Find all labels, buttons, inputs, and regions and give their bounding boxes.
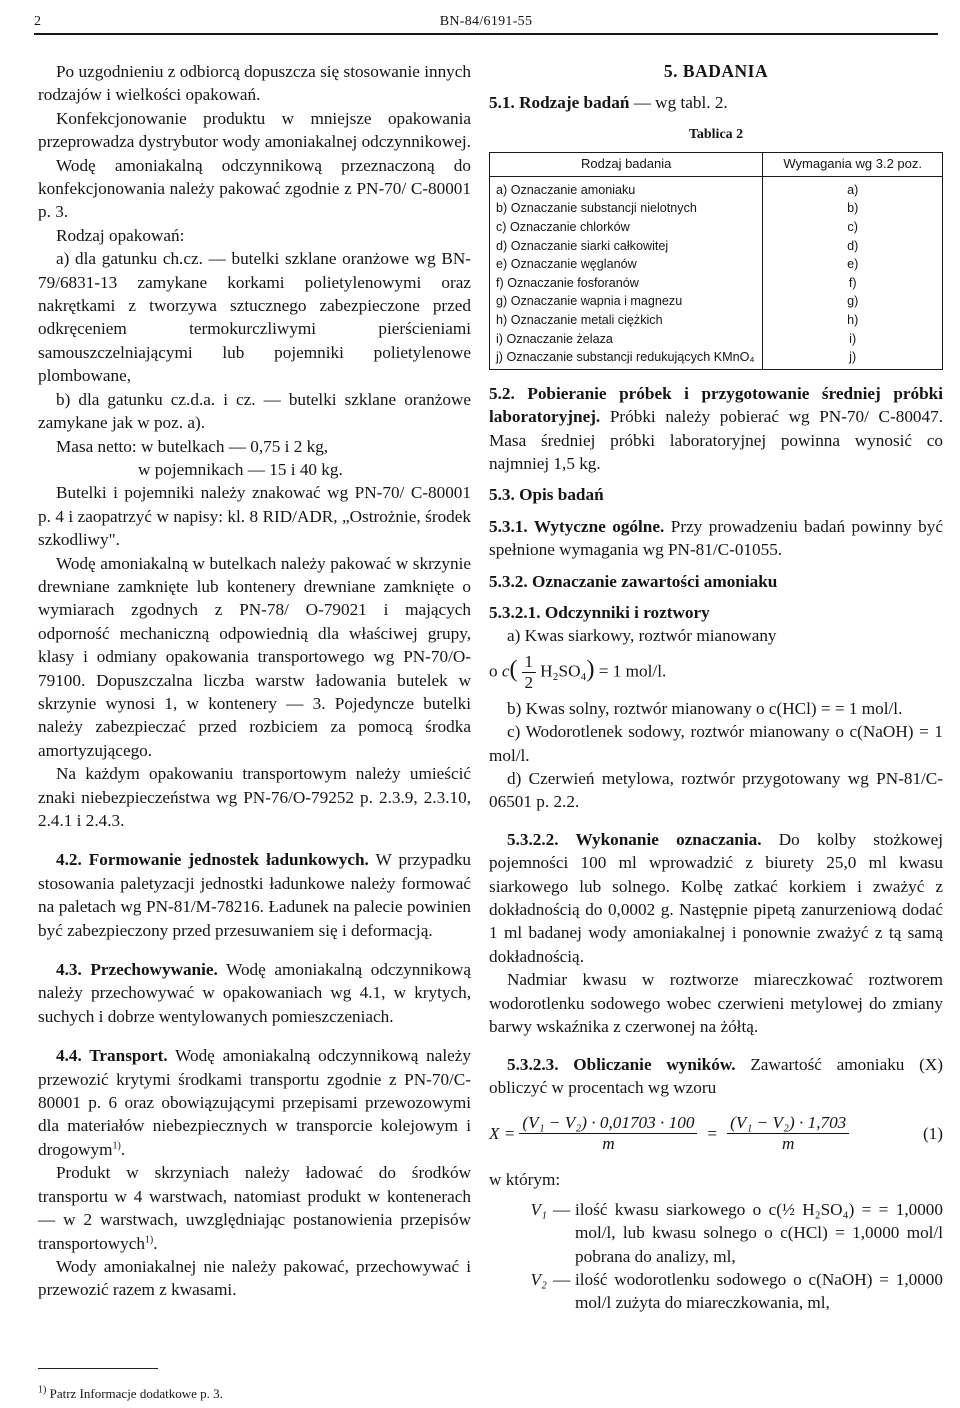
section-5-3-2-3: 5.3.2.3. Obliczanie wyników. Zawartość amoniaku (X) obliczyć w procentach wg wzoru (489, 1054, 943, 1097)
reagent-d: d) Czerwień metylowa, roztwór przygotowany wg PN-81/C-06501 p. 2.2. (489, 769, 943, 812)
left-column (38, 60, 471, 1302)
formula-number: (1) (922, 1124, 943, 1144)
table-header: Wymagania wg 3.2 poz. (763, 153, 943, 177)
paragraph: Po uzgodnieniu z odbiorcą dopuszcza się stosowanie innych rodzajów i wielkości opakowań. (38, 62, 471, 105)
packaging-item-b: b) dla gatunku cz.d.a. i cz. — butelki szklane oranżowe zamykane jak w poz. a). (38, 389, 471, 433)
paragraph: Butelki i pojemniki należy znakować wg PN-70/ C-80001 p. 4 i zaopatrzyć w napisy: kl. 8 RID/ADR, „Ostrożnie, środek szkodliwy". (38, 483, 471, 550)
reagent-a: a) Kwas siarkowy, roztwór mianowany (507, 626, 777, 646)
footnote-rule (38, 1368, 158, 1369)
packaging-item-a: a) dla gatunku ch.cz. — butelki szklane oranżowe wg BN-79/6831-13 zamykane korkami polietylenowymi oraz nakrętkami z tworzywa sztucznego zabezpieczone przed odkręceniem termokurczliwymi pierścieniami samouszczelniającymi lub pojemniki polietylenowe plombowane, (38, 249, 471, 386)
section-heading: 4.2. Formowanie jednostek ładunkowych. (56, 850, 369, 870)
table-row: j) Oznaczanie substancji redukujących KMnO₄ j) (490, 348, 943, 369)
variable-v2: V₂ — ilość wodorotlenku sodowego o c(NaOH) = 1,0000 mol/l zużyta do miareczkowania, ml, (530, 1269, 943, 1313)
paragraph: Wody amoniakalnej nie należy pakować, przechowywać i przewozić razem z kwasami. (38, 1256, 471, 1300)
table-row: d) Oznaczanie siarki całkowitej d) (490, 237, 943, 256)
section-4-2: 4.2. Formowanie jednostek ładunkowych. W przypadku stosowania paletyzacji jednostki ładunkowe należy formować na paletach wg PN-81/M-78216. Ładunek na palecie powinien być zabezpieczony przed przesuwaniem się i deformacją. (38, 850, 472, 940)
section-4-3: 4.3. Przechowywanie. Wodę amoniakalną odczynnikową należy przechowywać w opakowaniach wg 4.1, w krytych, suchych i dobrze wentylowanych pomieszczeniach. (38, 960, 471, 1026)
formula-1: X = $\frac{\text{(V₁ − V₂) · 0,01703 · 100}}{m}$ = $\frac{\text{(V₁ − V₂) · 1,703}}{m}$ (1) (489, 1113, 943, 1154)
table-caption: Tablica 2 (688, 126, 744, 142)
section-4-4: 4.4. Transport. Wodę amoniakalną odczynnikową należy przewozić krytymi środkami transportu zgodnie z PN-70/C-80001 p. 6 oraz obowiązującymi przepisami przewozowymi dla materiałów niebezpiecznych w transporcie kolejowym i drogowym$^{1)}$. (38, 1046, 471, 1159)
paragraph: Na każdym opakowaniu transportowym należy umieścić znaki niebezpieczeństwa wg PN-76/O-79252 p. 2.3.9, 2.3.10, 2.4.1 i 2.4.3. (38, 764, 471, 830)
section-5-3-2: 5.3.2. Oznaczanie zawartości amoniaku (489, 571, 778, 591)
table-row: i) Oznaczanie żelaza i) (490, 330, 943, 349)
section-heading: 4.4. Transport. (56, 1046, 168, 1066)
section-5-3: 5.3. Opis badań (489, 485, 604, 505)
table-row: h) Oznaczanie metali ciężkich h) (490, 311, 943, 330)
table-row: c) Oznaczanie chlorków c) (490, 218, 943, 237)
net-mass-line-2: w pojemnikach — 15 i 40 kg. (138, 459, 343, 479)
section-5-3-2-1: 5.3.2.1. Odczynniki i roztwory (489, 603, 710, 622)
table-row: a) Oznaczanie amoniaku a) (490, 176, 943, 199)
section-heading: 4.3. Przechowywanie. (56, 960, 218, 980)
where-label: w którym: (489, 1170, 561, 1190)
reagent-c: c) Wodorotlenek sodowy, roztwór mianowany o c(NaOH) = 1 mol/l. (489, 722, 943, 765)
formula-lhs: X = (489, 1124, 516, 1144)
header-rule (34, 33, 938, 35)
reagent-a-formula: o c( $\frac{1}{2}$ H₂SO₄) = 1 mol/l. (489, 651, 667, 692)
footnote: $^{1)}$ Patrz Informacje dodatkowe p. 3. (38, 1384, 223, 1401)
section-5-2: 5.2. Pobieranie próbek i przygotowanie średniej próbki laboratoryjnej. Próbki należy pobierać wg PN-70/ C-80047. Masa średniej próbki laboratoryjnej powinna wynosić co najmniej 1,5 kg. (489, 383, 943, 473)
section-5-1: 5.1. Rodzaje badań — wg tabl. 2. (489, 93, 728, 113)
section-title: 5. BADANIA (663, 61, 769, 81)
section-5-3-1: 5.3.1. Wytyczne ogólne. Przy prowadzeniu badań powinny być spełnione wymagania wg PN-81/C-01055. (489, 516, 943, 560)
page-header (34, 10, 938, 34)
footnote-ref: 1) (112, 1140, 121, 1152)
document-code: BN-84/6191-55 (439, 14, 533, 29)
paragraph: Wodę amoniakalną odczynnikową przeznaczoną do konfekcjonowania należy pakować zgodnie z PN-70/ C-80001 p. 3. (38, 155, 471, 222)
variable-v1: V₁ — ilość kwasu siarkowego o c(½ H₂SO₄) = = 1,0000 mol/l, lub kwasu solnego o c(HCl) = 1,0000 mol/l pobrana do analizy, ml, (530, 1199, 943, 1266)
reagent-b: b) Kwas solny, roztwór mianowany o c(HCl) = = 1 mol/l. (507, 698, 903, 718)
table-row: g) Oznaczanie wapnia i magnezu g) (490, 292, 943, 311)
table-row: f) Oznaczanie fosforanów f) (490, 274, 943, 293)
tests-table (489, 152, 943, 370)
paragraph: Produkt w skrzyniach należy ładować do środków transportu w 4 warstwach, natomiast produkt w kontenerach — w 2 warstwach, uwzględniając postanowienia przepisów transportowych$^{1)}$. (38, 1163, 471, 1253)
paragraph: Wodę amoniakalną w butelkach należy pakować w skrzynie drewniane zamknięte lub kontenery drewniane zamknięte o wymiarach zgodnych z PN-78/ O-79021 i mających odporność mechaniczną odpowiednią dla właściwej grupy, klasy i odmiany opakowania transportowego wg PN-70/O-79100. Dopuszczalna liczba warstw ładowania butelek w skrzynie wynosi 1, w kontenery — 3. Pojedyncze butelki należy zabezpieczać przed rozbiciem za pomocą środka amortyzującego. (38, 553, 471, 760)
footnote-ref: 1) (144, 1233, 154, 1245)
right-column (489, 60, 943, 1315)
fraction: $\frac{1}{2}$ (522, 652, 537, 693)
net-mass-line-1: Masa netto: w butelkach — 0,75 i 2 kg, (56, 436, 329, 456)
table-row: b) Oznaczanie substancji nielotnych b) (490, 199, 943, 218)
paragraph: Nadmiar kwasu w roztworze miareczkować roztworem wodorotlenku sodowego wobec czerwieni metylowej do zmiany barwy wskaźnika z czerwonej na żółtą. (489, 970, 943, 1037)
fraction: $\frac{\text{(V₁ − V₂) · 1,703}}{m}$ (727, 1113, 849, 1154)
page-number: 2 (34, 14, 41, 29)
paragraph: Konfekcjonowanie produktu w mniejsze opakowania przeprowadza dystrybutor wody amoniakalnej odczynnikowej. (38, 108, 471, 152)
fraction: $\frac{\text{(V₁ − V₂) · 0,01703 · 100}}{m}$ (519, 1113, 697, 1154)
paragraph: Rodzaj opakowań: (56, 225, 185, 245)
table-header: Rodzaj badania (490, 153, 763, 177)
section-5-3-2-2: 5.3.2.2. Wykonanie oznaczania. Do kolby stożkowej pojemności 100 ml wprowadzić z biurety 25,0 ml kwasu siarkowego lub solnego. Kolbę zatkać korkiem i zważyć z dokładnością do 0,0002 g. Następnie pipetą zanurzeniową dodać 1 ml badanej wody amoniakalnej i ponownie zważyć z tą samą dokładnością. (489, 829, 943, 966)
table-row: e) Oznaczanie węglanów e) (490, 255, 943, 274)
